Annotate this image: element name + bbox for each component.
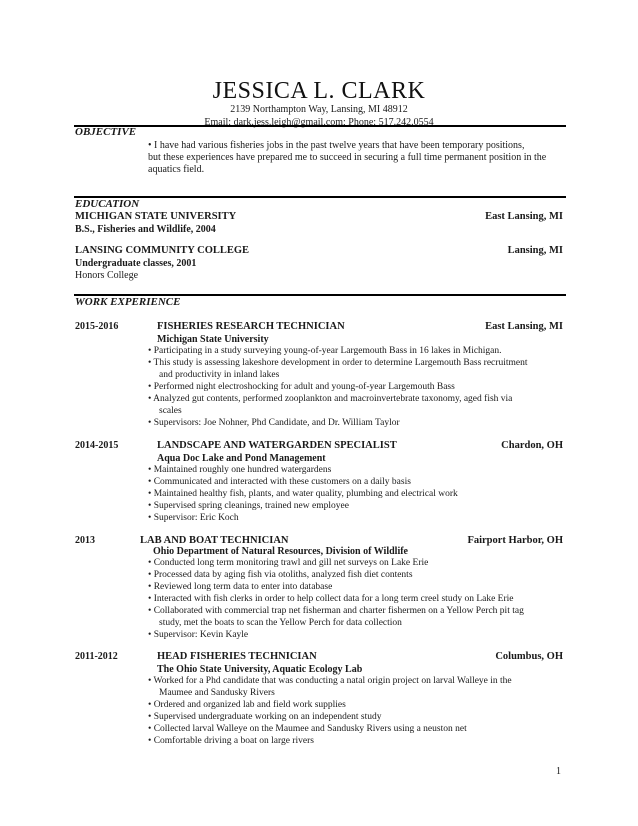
contact-line: Email: dark.jess.leigh@gmail.com; Phone: 517.242.0554	[204, 117, 434, 128]
job-title: FISHERIES RESEARCH TECHNICIAN	[157, 321, 345, 332]
job-years: 2013	[75, 535, 95, 546]
job-location: East Lansing, MI	[485, 321, 563, 332]
objective-line: aquatics field.	[148, 164, 205, 175]
school-degree: Undergraduate classes, 2001	[75, 258, 197, 269]
job-employer: Michigan State University	[157, 334, 269, 345]
job-bullet: Maumee and Sandusky Rivers	[159, 688, 275, 698]
job-bullet: • Communicated and interacted with these customers on a daily basis	[148, 477, 411, 487]
objective-line: but these experiences have prepared me to succeed in securing a full time permanent position in the	[148, 152, 547, 163]
job-years: 2015-2016	[75, 321, 119, 332]
job-bullet: • Reviewed long term data to enter into database	[148, 582, 333, 592]
section-title-education: EDUCATION	[75, 198, 140, 210]
job-bullet: study, met the boats to scan the Yellow Perch for data collection	[159, 618, 402, 628]
job-employer: Ohio Department of Natural Resources, Division of Wildlife	[153, 546, 408, 557]
job-employer: Aqua Doc Lake and Pond Management	[157, 453, 326, 464]
section-rule	[74, 196, 566, 198]
job-bullet: • Interacted with fish clerks in order to help collect data for a long term creel study on Lake Erie	[148, 594, 514, 604]
objective-line: • I have had various fisheries jobs in the past twelve years that have been temporary positions,	[148, 140, 525, 151]
school-note: Honors College	[75, 270, 139, 281]
job-bullet: • Supervised undergraduate working on an independent study	[148, 712, 382, 722]
school-location: Lansing, MI	[507, 245, 563, 256]
section-rule	[74, 125, 566, 127]
job-years: 2011-2012	[75, 651, 118, 662]
job-bullet: and productivity in inland lakes	[159, 370, 280, 380]
job-bullet: • Collaborated with commercial trap net fisherman and charter fishermen on a Yellow Perch pit tag	[148, 606, 524, 616]
job-bullet: • Worked for a Phd candidate that was conducting a natal origin project on larval Walleye in the	[148, 676, 512, 686]
job-bullet: • Supervised spring cleanings, trained new employee	[148, 501, 349, 511]
job-bullet: • Maintained healthy fish, plants, and water quality, plumbing and electrical work	[148, 489, 458, 499]
job-location: Chardon, OH	[501, 440, 563, 451]
address-line: 2139 Northampton Way, Lansing, MI 48912	[230, 104, 408, 115]
job-bullet: • Maintained roughly one hundred watergardens	[148, 465, 332, 475]
job-location: Fairport Harbor, OH	[467, 535, 563, 546]
job-bullet: • Supervisor: Eric Koch	[148, 513, 239, 523]
job-bullet: • Collected larval Walleye on the Maumee and Sandusky Rivers using a neuston net	[148, 724, 467, 734]
job-bullet: • Comfortable driving a boat on large rivers	[148, 736, 314, 746]
job-bullet: • Ordered and organized lab and field work supplies	[148, 700, 346, 710]
section-title-objective: OBJECTIVE	[75, 126, 137, 138]
job-title: LAB AND BOAT TECHNICIAN	[140, 535, 289, 546]
job-years: 2014-2015	[75, 440, 119, 451]
school-degree: B.S., Fisheries and Wildlife, 2004	[75, 224, 216, 235]
section-title-work: WORK EXPERIENCE	[75, 296, 181, 308]
resume-name: JESSICA L. CLARK	[212, 78, 426, 104]
job-bullet: • Supervisor: Kevin Kayle	[148, 630, 249, 640]
job-bullet: scales	[159, 406, 182, 416]
job-title: LANDSCAPE AND WATERGARDEN SPECIALIST	[157, 440, 397, 451]
job-bullet: • Performed night electroshocking for adult and young-of-year Largemouth Bass	[148, 382, 455, 392]
page-number: 1	[556, 766, 561, 777]
job-title: HEAD FISHERIES TECHNICIAN	[157, 651, 317, 662]
job-bullet: • Conducted long term monitoring trawl and gill net surveys on Lake Erie	[148, 558, 429, 568]
job-employer: The Ohio State University, Aquatic Ecology Lab	[157, 664, 363, 675]
job-bullet: • Participating in a study surveying young-of-year Largemouth Bass in 16 lakes in Michigan.	[148, 346, 502, 356]
job-bullet: • Supervisors: Joe Nohner, Phd Candidate, and Dr. William Taylor	[148, 418, 400, 428]
school-name: LANSING COMMUNITY COLLEGE	[75, 245, 250, 256]
school-name: MICHIGAN STATE UNIVERSITY	[75, 211, 237, 222]
job-bullet: • Analyzed gut contents, performed zooplankton and macroinvertebrate taxonomy, aged fish via	[148, 394, 513, 404]
job-bullet: • Processed data by aging fish via otoliths, analyzed fish diet contents	[148, 570, 413, 580]
school-location: East Lansing, MI	[485, 211, 563, 222]
job-location: Columbus, OH	[495, 651, 563, 662]
job-bullet: • This study is assessing lakeshore development in order to determine Largemouth Bass recruitment	[148, 358, 528, 368]
